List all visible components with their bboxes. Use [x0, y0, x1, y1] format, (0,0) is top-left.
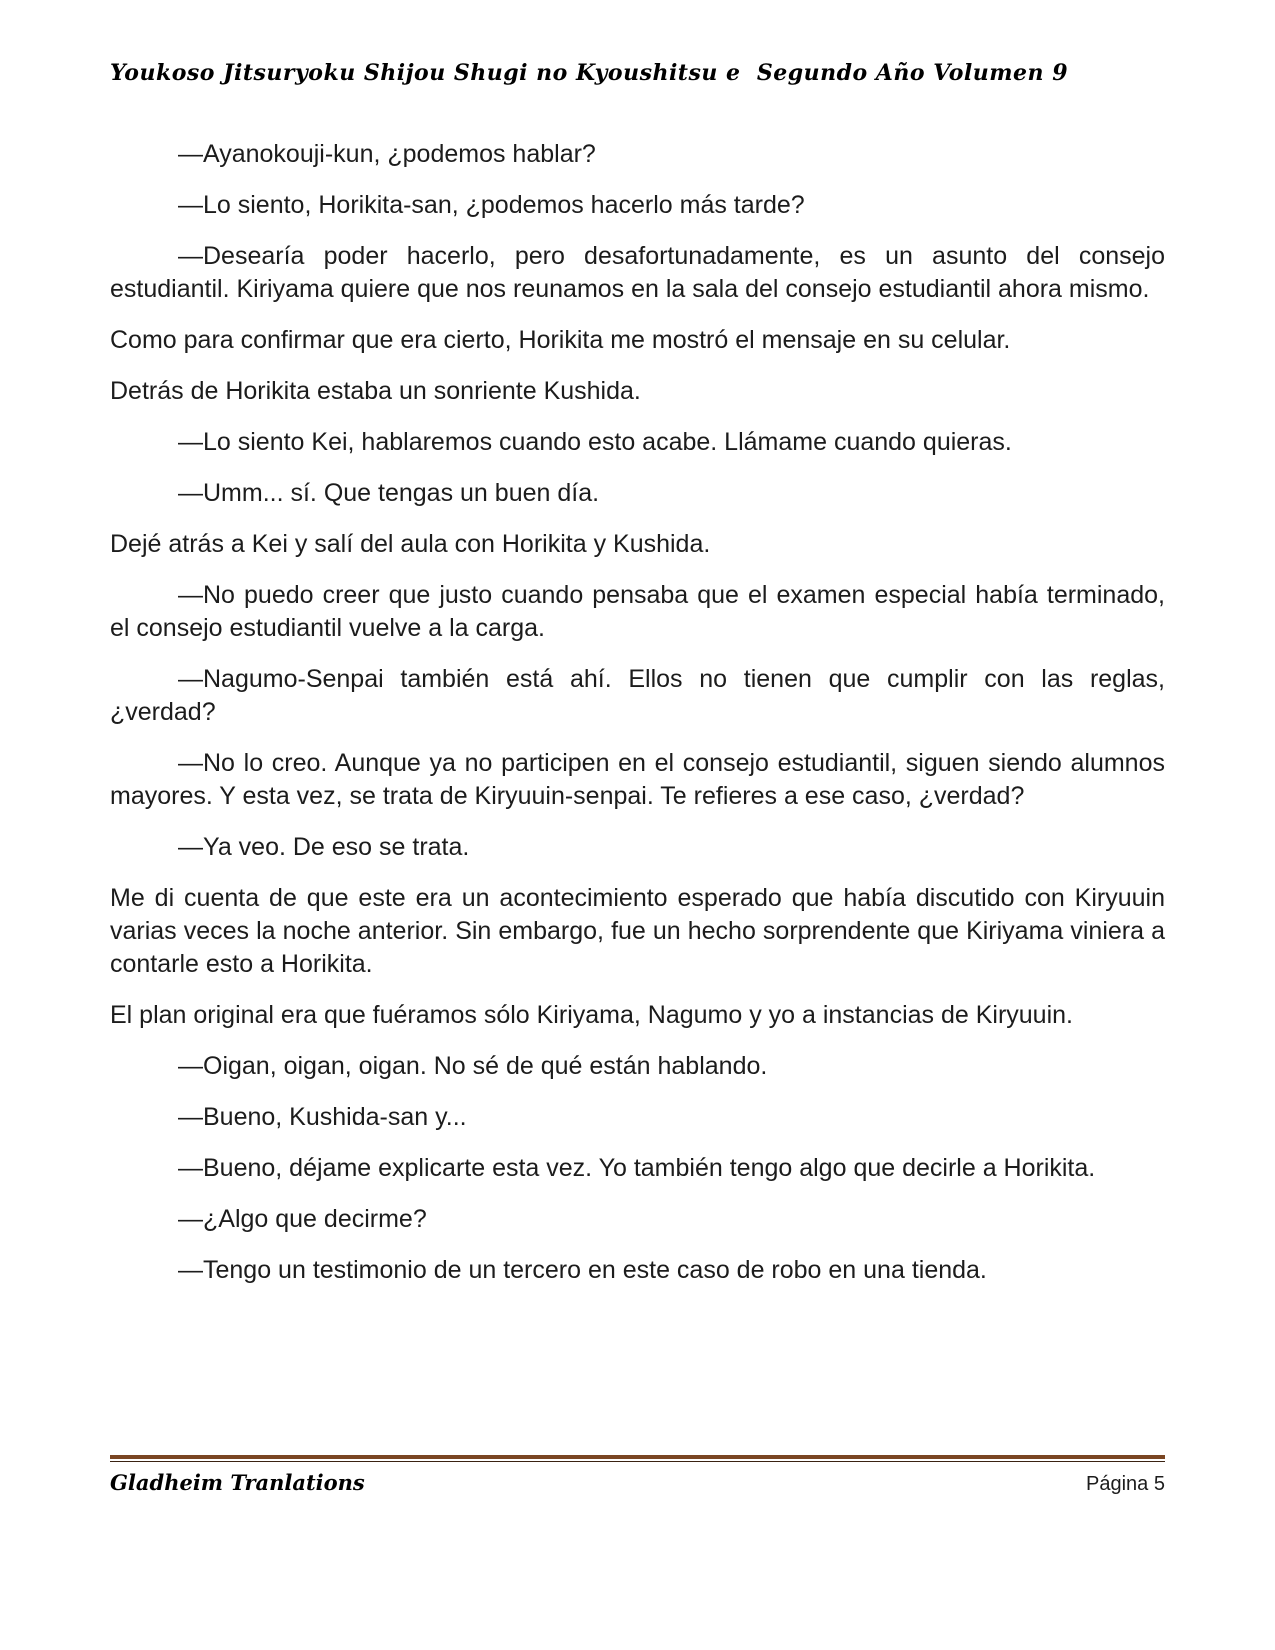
- body-text: [110, 138, 1165, 1305]
- footer-rule-thick: [110, 1455, 1165, 1459]
- footer-page-label: Página: [1086, 1473, 1149, 1495]
- paragraph: —Desearía poder hacerlo, pero desafortunadamente, es un asunto del consejo estudiantil. Kiriyama quiere que nos reunamos en la sala del consejo estudiantil ahora mismo.: [110, 242, 1165, 303]
- paragraph: —Tengo un testimonio de un tercero en este caso de robo en una tienda.: [178, 1256, 987, 1284]
- paragraph: Detrás de Horikita estaba un sonriente Kushida.: [110, 377, 641, 405]
- paragraph: —¿Algo que decirme?: [178, 1205, 427, 1233]
- paragraph: —Ya veo. De eso se trata.: [178, 833, 470, 861]
- page-footer: [110, 1455, 1165, 1496]
- paragraph: —Lo siento, Horikita-san, ¿podemos hacerlo más tarde?: [178, 191, 805, 219]
- footer-translator-name: Gladheim Tranlations: [110, 1470, 365, 1495]
- paragraph: —Ayanokouji-kun, ¿podemos hablar?: [178, 140, 596, 168]
- footer-rule-thin: [110, 1461, 1165, 1462]
- footer-rule: [110, 1455, 1165, 1462]
- paragraph: Me di cuenta de que este era un acontecimiento esperado que había discutido con Kiryuuin varias veces la noche anterior. Sin embargo, fue un hecho sorprendente que Kiriyama viniera a contarle esto a Horikita.: [110, 884, 1165, 978]
- paragraph: —Lo siento Kei, hablaremos cuando esto acabe. Llámame cuando quieras.: [178, 428, 1012, 456]
- paragraph: El plan original era que fuéramos sólo Kiriyama, Nagumo y yo a instancias de Kiryuuin.: [110, 1001, 1073, 1029]
- paragraph: —Bueno, déjame explicarte esta vez. Yo también tengo algo que decirle a Horikita.: [178, 1154, 1096, 1182]
- footer-row: [110, 1470, 1165, 1496]
- paragraph: —No lo creo. Aunque ya no participen en el consejo estudiantil, siguen siendo alumnos mayores. Y esta vez, se trata de Kiryuuin-senpai. Te refieres a ese caso, ¿verdad?: [110, 749, 1165, 810]
- paragraph: —Bueno, Kushida-san y...: [178, 1103, 467, 1131]
- footer-page-number: [1086, 1473, 1165, 1496]
- footer-page-value: 5: [1153, 1473, 1165, 1495]
- paragraph: Dejé atrás a Kei y salí del aula con Horikita y Kushida.: [110, 530, 711, 558]
- paragraph: —Umm... sí. Que tengas un buen día.: [178, 479, 600, 507]
- paragraph: —Nagumo-Senpai también está ahí. Ellos no tienen que cumplir con las reglas, ¿verdad?: [110, 665, 1165, 726]
- paragraph: —Oigan, oigan, oigan. No sé de qué están hablando.: [178, 1052, 768, 1080]
- paragraph: Como para confirmar que era cierto, Horikita me mostró el mensaje en su celular.: [110, 326, 1011, 354]
- header-title: Youkoso Jitsuryoku Shijou Shugi no Kyoushitsu e Segundo Año Volumen 9: [110, 60, 1069, 86]
- paragraph: —No puedo creer que justo cuando pensaba que el examen especial había terminado, el consejo estudiantil vuelve a la carga.: [110, 581, 1165, 642]
- page-header: [110, 60, 1165, 86]
